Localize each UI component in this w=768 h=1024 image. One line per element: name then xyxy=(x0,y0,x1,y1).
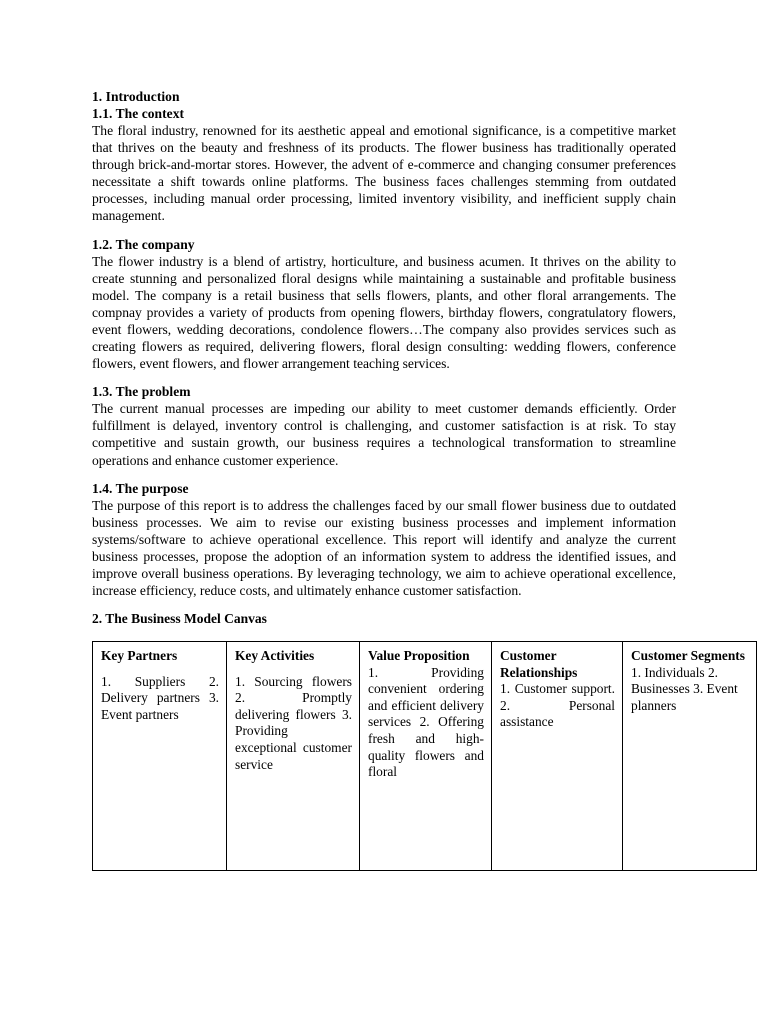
table-cell-key-activities xyxy=(227,642,360,871)
cell-inner xyxy=(235,648,352,858)
document-content xyxy=(92,88,745,871)
table-cell-key-partners xyxy=(93,642,227,871)
cell-title-customer-relationships: Customer Relationships xyxy=(500,648,578,680)
section-heading-the-context: 1.1. The context xyxy=(92,106,185,121)
cell-inner xyxy=(500,648,615,858)
section-spacer xyxy=(92,225,676,236)
section-heading-the-problem: 1.3. The problem xyxy=(92,384,191,400)
table-cell-customer-relationships xyxy=(492,642,623,871)
section-body-the-context: The floral industry, renowned for its aesthetic appeal and emotional significance, is a competitive market that thrives on the beauty and freshness of its products. The flower business has traditionally operated through brick-and-mortar stores. However, the advent of e-commerce and changing consumer preferences necessitate a shift towards online platforms. The business faces challenges stemming from outdated processes, including manual order processing, limited inventory visibility, and inefficient supply chain management. xyxy=(92,123,676,224)
section-heading-business-model-canvas: 2. The Business Model Canvas xyxy=(92,611,267,627)
cell-title-key-activities: Key Activities xyxy=(235,648,315,664)
cell-inner xyxy=(101,648,219,858)
cell-body-customer-segments: 1. Individuals 2. Businesses 3. Event planners xyxy=(631,664,738,713)
business-model-canvas-table-wrap xyxy=(92,641,745,871)
section-spacer xyxy=(92,372,676,383)
cell-title-key-partners: Key Partners xyxy=(101,648,178,664)
cell-inner xyxy=(631,648,749,858)
cell-body-key-partners: 1. Suppliers 2. Delivery partners 3. Event partners xyxy=(101,673,219,722)
table-cell-customer-segments xyxy=(623,642,757,871)
cell-title-customer-segments: Customer Segments xyxy=(631,648,745,664)
cell-body-value-proposition: 1. Providing convenient ordering and efficient delivery services 2. Offering fresh and high-quality flowers and floral xyxy=(368,664,484,780)
section-body-the-purpose: The purpose of this report is to address the challenges faced by our small flower business due to outdated business processes. We aim to revise our existing business processes and implement information systems/software to achieve operational excellence. This report will identify and analyze the current business processes, propose the adoption of an information system to address the identified issues, and improve overall business operations. By leveraging technology, we aim to achieve operational excellence, increase efficiency, reduce costs, and ultimately enhance customer satisfaction. xyxy=(92,497,676,599)
cell-inner xyxy=(368,648,484,858)
cell-title-value-proposition: Value Proposition xyxy=(368,648,470,664)
section-heading-the-company: 1.2. The company xyxy=(92,236,195,252)
cell-gap xyxy=(235,665,352,674)
section-body-the-problem: The current manual processes are impeding our ability to meet customer demands efficiently. Order fulfillment is delayed, inventory control is challenging, and customer satisfaction is at risk. To stay competitive and sustain growth, our business requires a technological transformation to streamline operations and enhance customer experience. xyxy=(92,401,676,468)
section-spacer xyxy=(92,469,676,480)
table-cell-value-proposition xyxy=(360,642,492,871)
business-model-canvas-table xyxy=(92,641,757,871)
section-body-the-company: The flower industry is a blend of artistry, horticulture, and business acumen. It thrives on the ability to create stunning and personalized floral designs while maintaining a sustainable and profitable business model. The company is a retail business that sells flowers, plants, and other floral arrangements. The compnay provides a variety of products from opening flowers, birthday flowers, congratulatory flowers, event flowers, wedding decorations, condolence flowers…The company also provides services such as creating flowers as required, delivering flowers, floral design consulting: wedding flowers, conference flowers, event flowers, and flower arrangement teaching services. xyxy=(92,253,676,372)
cell-body-key-activities: 1. Sourcing flowers 2. Promptly delivering flowers 3. Providing exceptional customer service xyxy=(235,673,352,772)
cell-gap xyxy=(101,665,219,674)
section-heading-introduction: 1. Introduction xyxy=(92,89,180,104)
cell-body-customer-relationships: 1. Customer support. 2. Personal assistance xyxy=(500,681,615,730)
table-row xyxy=(93,642,757,871)
section-spacer xyxy=(92,599,676,610)
section-heading-the-purpose: 1.4. The purpose xyxy=(92,480,189,496)
